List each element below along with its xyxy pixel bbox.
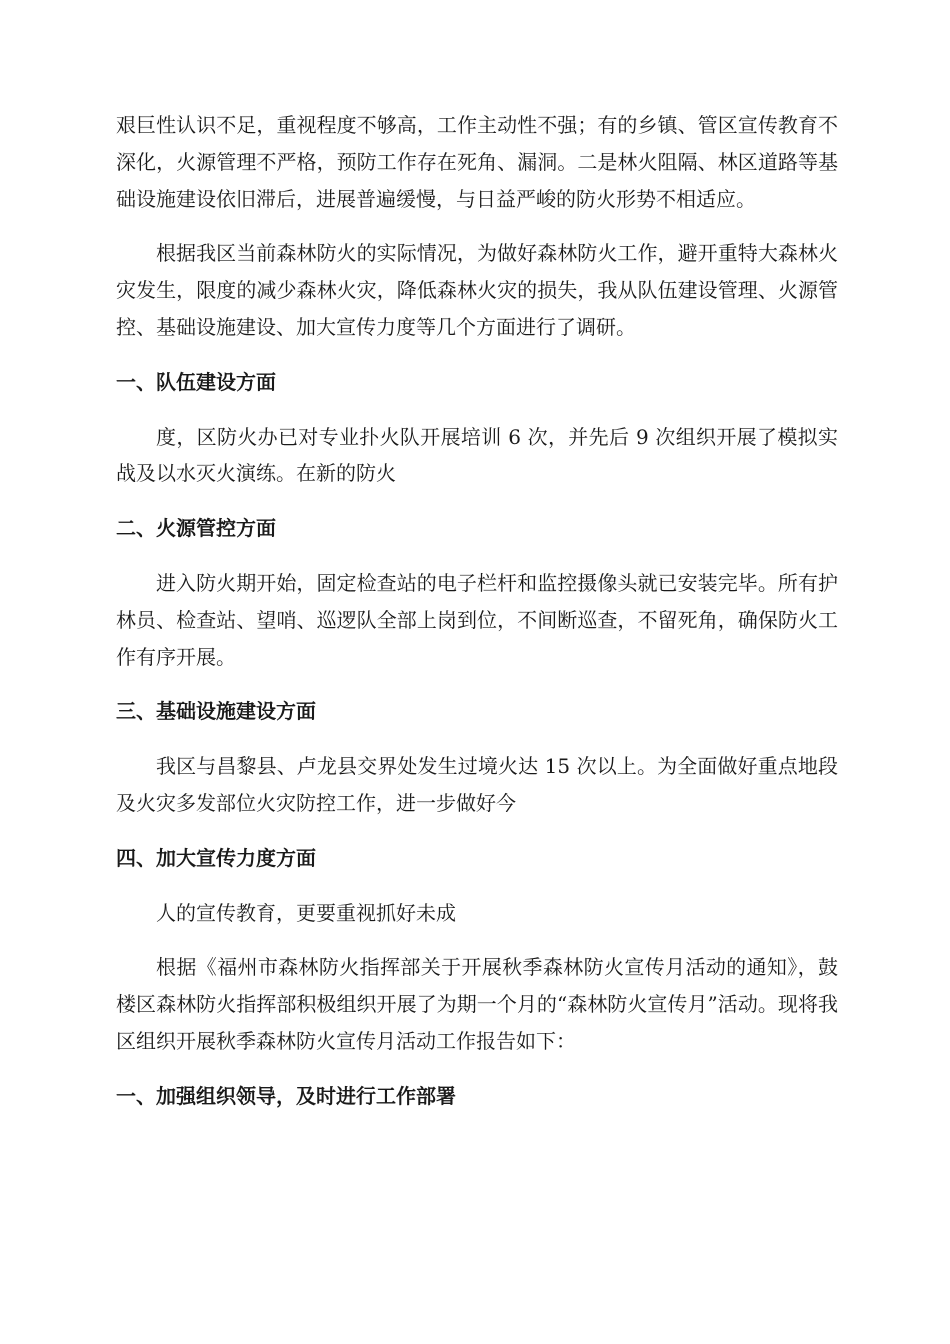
paragraph-publicity-month-report: 根据《福州市森林防火指挥部关于开展秋季森林防火宣传月活动的通知》，鼓楼区森林防火指挥部积极组织开展了为期一个月的“森林防火宣传月”活动。现将我区组织开展秋季森林防火宣传月活动工作报告如下： bbox=[116, 955, 838, 1053]
paragraph-publicity: 人的宣传教育，更要重视抓好未成 bbox=[156, 900, 456, 925]
section-heading-infrastructure: 三、基础设施建设方面 bbox=[116, 699, 316, 724]
spacer bbox=[116, 931, 838, 949]
paragraph-intro: 艰巨性认识不足，重视程度不够高，工作主动性不强；有的乡镇、管区宣传教育不深化，火源管理不严格，预防工作存在死角、漏洞。二是林火阻隔、林区道路等基础设施建设依旧滞后，进展普遍缓慢，与日益严峻的防火形势不相适应。 bbox=[116, 113, 838, 211]
section-heading-fire-source-control: 二、火源管控方面 bbox=[116, 516, 276, 541]
paragraph-research-overview: 根据我区当前森林防火的实际情况，为做好森林防火工作，避开重特大森林火灾发生，限度的减少森林火灾，降低森林火灾的损失，我从队伍建设管理、火源管控、基础设施建设、加大宣传力度等几个方面进行了调研。 bbox=[116, 241, 838, 339]
spacer bbox=[116, 877, 838, 895]
spacer bbox=[116, 1060, 838, 1078]
spacer bbox=[116, 675, 838, 693]
spacer bbox=[116, 401, 838, 419]
spacer bbox=[116, 547, 838, 565]
section-heading-team-building: 一、队伍建设方面 bbox=[116, 369, 276, 394]
paragraph-infrastructure: 我区与昌黎县、卢龙县交界处发生过境火达 15 次以上。为全面做好重点地段及火灾多发部位火灾防控工作，进一步做好今 bbox=[116, 754, 838, 815]
spacer bbox=[116, 730, 838, 748]
spacer bbox=[116, 822, 838, 840]
section-heading-organization-leadership: 一、加强组织领导，及时进行工作部署 bbox=[116, 1083, 456, 1108]
spacer bbox=[116, 492, 838, 510]
spacer bbox=[116, 346, 838, 364]
document-page bbox=[116, 107, 838, 1115]
paragraph-team-building: 度，区防火办已对专业扑火队开展培训 6 次，并先后 9 次组织开展了模拟实战及以水灭火演练。在新的防火 bbox=[116, 424, 838, 486]
paragraph-fire-source-control: 进入防火期开始，固定检查站的电子栏杆和监控摄像头就已安装完毕。所有护林员、检查站、望哨、巡逻队全部上岗到位，不间断巡查，不留死角，确保防火工作有序开展。 bbox=[116, 570, 838, 669]
spacer bbox=[116, 217, 838, 235]
section-heading-publicity: 四、加大宣传力度方面 bbox=[116, 845, 316, 870]
